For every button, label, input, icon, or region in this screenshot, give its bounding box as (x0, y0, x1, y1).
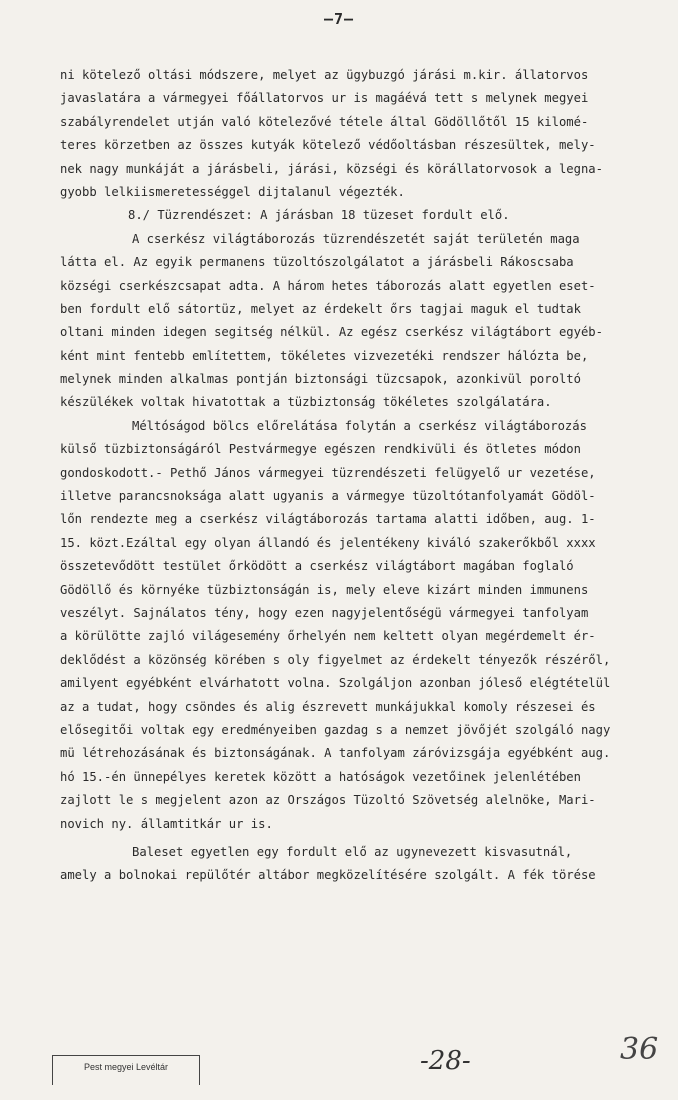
document-body (60, 64, 660, 888)
text-line: külső tüzbiztonságáról Pestvármegye egészen rendkivüli és ötletes módon (60, 442, 581, 457)
text-line: teres körzetben az összes kutyák kötelező védőoltásban részesültek, mely- (60, 138, 596, 153)
text-line: községi cserkészcsapat adta. A három hetes táborozás alatt egyetlen eset- (60, 278, 596, 293)
text-line: A cserkész világtáborozás tüzrendészetét saját területén maga (132, 231, 580, 246)
text-line: ben fordult elő sátortüz, melyet az érdekelt őrs tagjai maguk el tudtak (60, 301, 581, 316)
text-line: zajlott le s megjelent azon az Országos Tüzoltó Szövetség alelnöke, Mari- (60, 793, 596, 808)
text-line: elősegitői voltak egy eredményeiben gazdag s a nemzet jövőjét szolgáló nagy (60, 722, 611, 737)
text-line: nek nagy munkáját a járásbeli, járási, községi és körállatorvosok a legna- (60, 161, 603, 176)
text-line: az a tudat, hogy csöndes és alig észrevett munkájukkal komoly részesei és (60, 699, 596, 714)
text-line: készülékek voltak hivatottak a tüzbiztonság tökéletes szolgálatára. (60, 395, 552, 410)
text-line: a körülötte zajló világesemény őrhelyén nem keltett olyan megérdemelt ér- (60, 629, 596, 644)
text-line: amilyent egyébként elvárhatott volna. Szolgáljon azonban jóleső elégtételül (60, 676, 611, 691)
text-line: ni kötelező oltási módszere, melyet az ügybuzgó járási m.kir. állatorvos (60, 68, 589, 82)
text-line: amely a bolnokai repülőtér altábor megközelítésére szolgált. A fék törése (60, 868, 596, 883)
text-line: novich ny. államtitkár ur is. (60, 816, 273, 831)
text-line: mü létrehozásának és biztonságának. A tanfolyam záróvizsgája egyébként aug. (60, 746, 611, 761)
text-line: hó 15.-én ünnepélyes keretek között a hatóságok vezetőinek jelenlétében (60, 769, 581, 784)
text-line: szabályrendelet utján való kötelezővé tétele által Gödöllőtől 15 kilomé- (60, 114, 589, 129)
text-line: lőn rendezte meg a cserkész világtáborozás tartama alatti időben, aug. 1- (60, 512, 596, 527)
handwritten-archive-number: 36 (620, 1032, 659, 1067)
text-line: összetevődött testület őrködött a cserkész világtábort magában foglaló (60, 559, 574, 574)
text-line: illetve parancsnoksága alatt ugyanis a vármegye tüzoltótanfolyamát Gödöl- (60, 489, 596, 504)
page-number: —7— (323, 10, 355, 28)
text-line: ként mint fentebb említettem, tökéletes vizvezetéki rendszer hálózta be, (60, 348, 589, 363)
text-line: Baleset egyetlen egy fordult elő az ugynevezett kisvasutnál, (132, 844, 573, 859)
text-line: melynek minden alkalmas pontján biztonsági tüzcsapok, azonkivül poroltó (60, 372, 581, 387)
text-line: deklődést a közönség körében s oly figyelmet az érdekelt tényezők részéről, (60, 652, 611, 667)
text-line: Gödöllő és környéke tüzbiztonságán is, mely eleve kizárt minden immunens (60, 582, 589, 597)
text-line: veszélyt. Sajnálatos tény, hogy ezen nagyjelentőségü vármegyei tanfolyam (60, 605, 589, 620)
text-line: gondoskodott.- Pethő János vármegyei tüzrendészeti felügyelő ur vezetése, (60, 465, 596, 480)
handwritten-sheet-number: -28- (420, 1046, 471, 1076)
text-line: gyobb lelkiismeretességgel dijtalanul végezték. (60, 184, 405, 199)
text-line: javaslatára a vármegyei főállatorvos ur is magáévá tett s melynek megyei (60, 91, 589, 106)
text-line: oltani minden idegen segitség nélkül. Az egész cserkész világtábort egyéb- (60, 325, 603, 340)
text-line: 8./ Tüzrendészet: A járásban 18 tüzeset fordult elő. (128, 208, 510, 223)
text-line: 15. közt.Ezáltal egy olyan állandó és jelentékeny kiváló szakerőkből xxxx (60, 535, 596, 550)
text-line: Méltóságod bölcs előrelátása folytán a cserkész világtáborozás (132, 418, 587, 433)
archive-stamp: Pest megyei Levéltár (52, 1055, 200, 1085)
text-line: látta el. Az egyik permanens tüzoltószolgálatot a járásbeli Rákoscsaba (60, 255, 574, 270)
